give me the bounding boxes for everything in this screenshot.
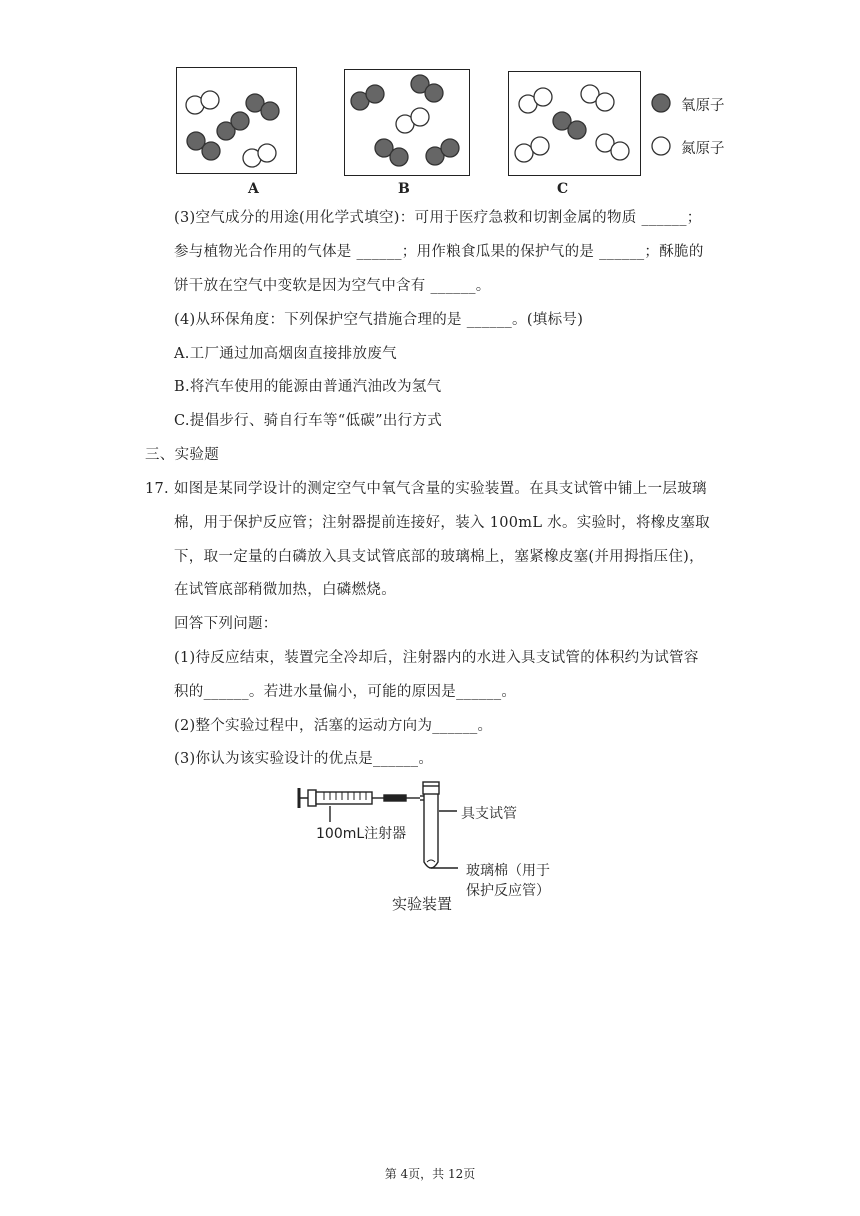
syringe-label: 100mL注射器	[316, 826, 407, 842]
q4-option-a: A.工厂通过加高烟囱直接排放废气	[174, 346, 397, 362]
q17-prompt: 回答下列问题：	[174, 616, 278, 632]
section-heading: 三、实验题	[145, 447, 219, 463]
q4-line1: (4)从环保角度：下列保护空气措施合理的是 ______。(填标号)	[174, 312, 584, 328]
q4-option-b: B.将汽车使用的能源由普通汽油改为氢气	[174, 379, 442, 395]
test-tube-label: 具支试管	[461, 806, 517, 822]
q17-number: 17.	[145, 481, 169, 497]
glass-wool-label-line2: 保护反应管）	[466, 883, 550, 899]
q17-line3: 下，取一定量的白磷放入具支试管底部的玻璃棉上，塞紧橡皮塞(并用拇指压住)，	[174, 549, 704, 565]
glass-wool-label-line1: 玻璃棉（用于	[466, 863, 550, 879]
q17-sub2: (2)整个实验过程中，活塞的运动方向为______。	[174, 718, 493, 734]
box-label-c: C	[557, 181, 569, 197]
box-label-a: A	[248, 181, 259, 197]
q3-line2: 参与植物光合作用的气体是 ______；用作粮食瓜果的保护气的是 ______；酥脆的	[174, 244, 704, 260]
legend-oxygen-label: 氧原子	[681, 98, 725, 114]
legend-nitrogen-label: 氮原子	[681, 141, 725, 157]
box-label-b: B	[398, 181, 410, 197]
page-number: 第 4页，共 12页	[384, 1167, 476, 1181]
q17-line2: 棉，用于保护反应管；注射器提前连接好，装入 100mL 水。实验时，将橡皮塞取	[174, 515, 710, 531]
q4-option-c: C.提倡步行、骑自行车等“低碳”出行方式	[174, 413, 443, 429]
apparatus-caption: 实验装置	[392, 895, 453, 913]
q17-sub3: (3)你认为该实验设计的优点是______。	[174, 751, 434, 767]
q17-sub1-line1: (1)待反应结束，装置完全冷却后，注射器内的水进入具支试管的体积约为试管容	[174, 650, 699, 666]
q17-line4: 在试管底部稍微加热，白磷燃烧。	[174, 582, 396, 598]
q17-sub1-line2: 积的______。若进水量偏小，可能的原因是______。	[174, 684, 517, 700]
q3-line1: (3)空气成分的用途(用化学式填空)：可用于医疗急救和切割金属的物质 ______；	[174, 210, 702, 226]
q3-line3: 饼干放在空气中变软是因为空气中含有 ______。	[174, 278, 491, 294]
q17-line1: 如图是某同学设计的测定空气中氧气含量的实验装置。在具支试管中铺上一层玻璃	[174, 481, 707, 497]
